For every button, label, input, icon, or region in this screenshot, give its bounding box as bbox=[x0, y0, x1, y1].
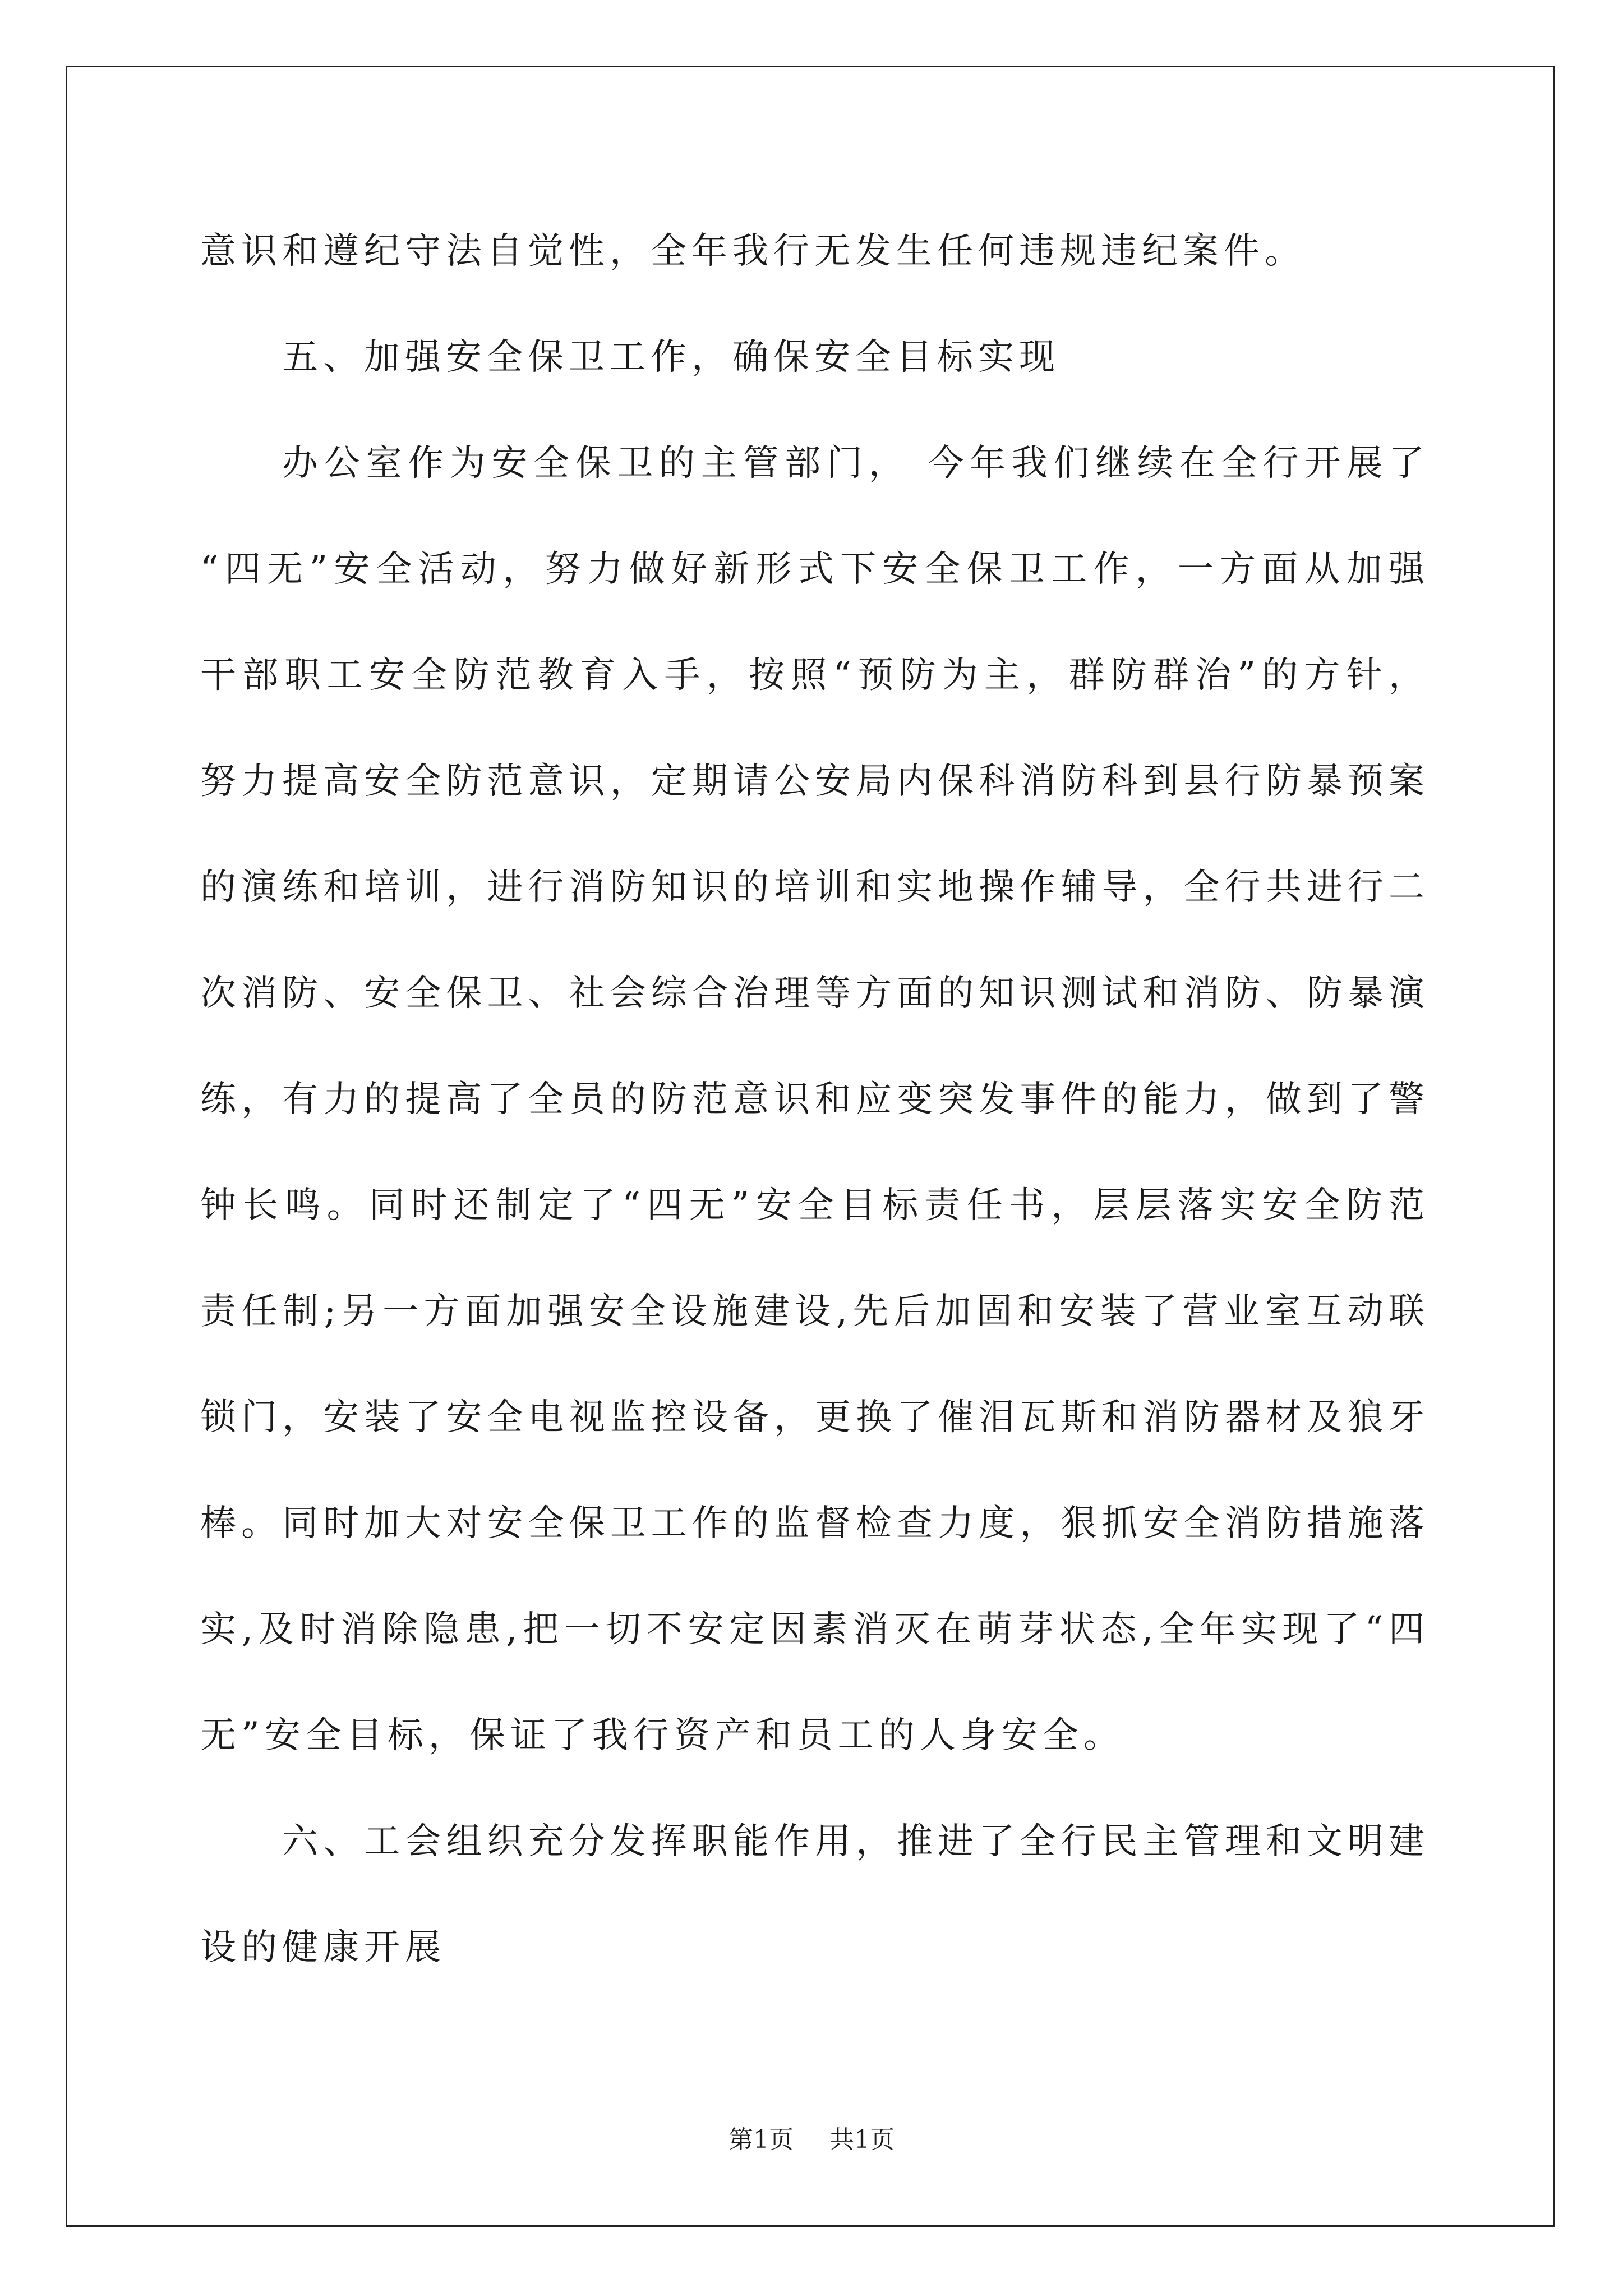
page-number: 第1页 bbox=[728, 2125, 794, 2154]
paragraph-line: 棒。同时加大对安全保卫工作的监督检查力度，狠抓安全消防措施落 bbox=[200, 1503, 1426, 1544]
section-heading: 设的健康开展 bbox=[200, 1927, 446, 1968]
page-footer bbox=[0, 2123, 1623, 2157]
paragraph-line: 的演练和培训，进行消防知识的培训和实地操作辅导，全行共进行二 bbox=[200, 867, 1426, 908]
paragraph-line: 无”安全目标，保证了我行资产和员工的人身安全。 bbox=[200, 1715, 1124, 1756]
paragraph-line: 努力提高安全防范意识，定期请公安局内保科消防科到县行防暴预案 bbox=[200, 761, 1426, 802]
page-total: 共1页 bbox=[829, 2125, 895, 2154]
paragraph-line: 练，有力的提高了全员的防范意识和应变突发事件的能力，做到了警 bbox=[200, 1079, 1426, 1120]
paragraph-line: 实,及时消除隐患,把一切不安定因素消灭在萌芽状态,全年实现了“四 bbox=[200, 1609, 1426, 1650]
paragraph-line: 办公室作为安全保卫的主管部门， 今年我们继续在全行开展了 bbox=[282, 443, 1426, 484]
paragraph-line: 钟长鸣。同时还制定了“四无”安全目标责任书，层层落实安全防范 bbox=[200, 1185, 1426, 1226]
paragraph-line: 干部职工安全防范教育入手，按照“预防为主，群防群治”的方针， bbox=[200, 655, 1426, 696]
section-heading: 五、加强安全保卫工作，确保安全目标实现 bbox=[282, 337, 1060, 378]
paragraph-line: 锁门，安装了安全电视监控设备，更换了催泪瓦斯和消防器材及狼牙 bbox=[200, 1397, 1426, 1438]
section-heading: 六、工会组织充分发挥职能作用，推进了全行民主管理和文明建 bbox=[282, 1821, 1426, 1862]
paragraph-line: 责任制;另一方面加强安全设施建设,先后加固和安装了营业室互动联 bbox=[200, 1291, 1426, 1332]
paragraph-line: 意识和遵纪守法自觉性，全年我行无发生任何违规违纪案件。 bbox=[200, 231, 1306, 272]
paragraph-line: “四无”安全活动，努力做好新形式下安全保卫工作，一方面从加强 bbox=[200, 549, 1426, 590]
paragraph-line: 次消防、安全保卫、社会综合治理等方面的知识测试和消防、防暴演 bbox=[200, 973, 1426, 1014]
document-body bbox=[200, 199, 1426, 2001]
